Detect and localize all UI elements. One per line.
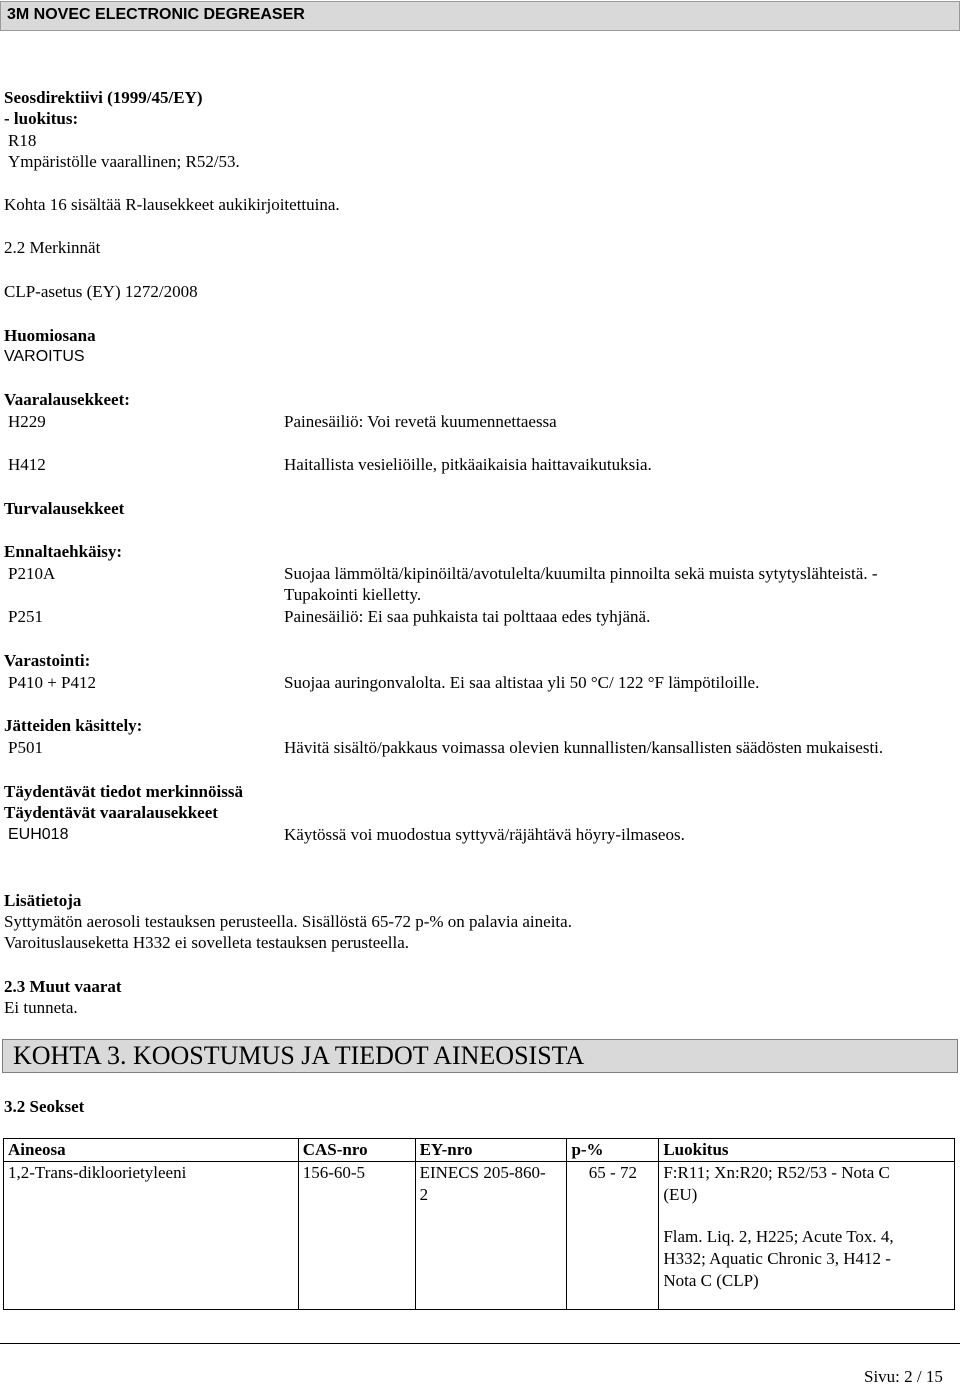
page-number: Sivu: 2 / 15 <box>864 1367 943 1386</box>
column-header: p-% <box>567 1139 659 1162</box>
section3-header <box>2 1039 958 1073</box>
precaution-text: Painesäiliö: Ei saa puhkaista tai polttaaa edes tyhjänä. <box>284 607 651 626</box>
cell-ec-line: EINECS 205-860- <box>419 1163 546 1182</box>
precaution-text: Suojaa lämmöltä/kipinöiltä/avotulelta/kuumilta pinnoilta sekä muista sytytyslähteistä. - <box>284 564 878 583</box>
column-header: Luokitus <box>659 1139 955 1162</box>
signal-word-label: Huomiosana <box>4 326 96 345</box>
storage-label: Varastointi: <box>4 651 91 670</box>
classification-line: F:R11; Xn:R20; R52/53 - Nota C <box>663 1163 890 1182</box>
seos-title-line2: - luokitus: <box>4 109 79 128</box>
cell-percent: 65 - 72 <box>567 1162 659 1310</box>
signal-word-value: VAROITUS <box>4 348 85 365</box>
precaution-code: P410 + P412 <box>8 673 96 692</box>
precaution-text: Hävitä sisältö/pakkaus voimassa olevien kunnallisten/kansallisten säädösten mukaisesti. <box>284 738 884 757</box>
cell-classification <box>659 1162 955 1310</box>
cell-cas: 156-60-5 <box>298 1162 415 1310</box>
note-section16: Kohta 16 sisältää R-lausekkeet aukikirjoitettuina. <box>4 195 340 214</box>
mixtures-heading: 3.2 Seokset <box>4 1097 85 1116</box>
document-header-bar <box>0 1 960 31</box>
prevention-label: Ennaltaehkäisy: <box>4 542 123 561</box>
supplementary-text: Käytössä voi muodostua syttyvä/räjähtävä höyry-ilmaseos. <box>284 825 685 844</box>
column-header: EY-nro <box>415 1139 567 1162</box>
cell-ec <box>415 1162 567 1310</box>
section3-title: KOHTA 3. KOOSTUMUS JA TIEDOT AINEOSISTA <box>13 1041 585 1070</box>
column-header: CAS-nro <box>298 1139 415 1162</box>
precaution-text: Suojaa auringonvalolta. Ei saa altistaa yli 50 °C/ 122 °F lämpötiloille. <box>284 673 760 692</box>
precaution-code: P251 <box>8 607 43 626</box>
seos-r-code: R18 <box>8 131 37 150</box>
classification-line: Nota C (CLP) <box>663 1271 759 1290</box>
precaution-code: P501 <box>8 738 43 757</box>
hazard-code: H412 <box>8 455 46 474</box>
lisatietoja-title: Lisätietoja <box>4 891 82 910</box>
classification-line: Flam. Liq. 2, H225; Acute Tox. 4, <box>663 1227 894 1246</box>
precaution-code: P210A <box>8 564 56 583</box>
other-hazards-text: Ei tunneta. <box>4 998 78 1017</box>
hazard-text: Haitallista vesieliöille, pitkäaikaisia haittavaikutuksia. <box>284 455 652 474</box>
table-header-row <box>4 1139 955 1162</box>
hazard-code: H229 <box>8 412 46 431</box>
seos-title-line1: Seosdirektiivi (1999/45/EY) <box>4 88 203 107</box>
supplementary-hazard-title: Täydentävät vaaralausekkeet <box>4 803 218 822</box>
clp-heading: CLP-asetus (EY) 1272/2008 <box>4 282 198 301</box>
hazard-label: Vaaralausekkeet: <box>4 390 130 409</box>
classification-line: (EU) <box>663 1185 698 1204</box>
disposal-label: Jätteiden käsittely: <box>4 716 143 735</box>
lisatietoja-line: Syttymätön aerosoli testauksen perusteella. Sisällöstä 65-72 p-% on palavia aineita. <box>4 912 572 931</box>
footer-divider <box>0 1343 960 1344</box>
merkinnat-heading: 2.2 Merkinnät <box>4 238 101 257</box>
table-row <box>4 1162 955 1310</box>
cell-ec-line: 2 <box>419 1185 429 1204</box>
hazard-text: Painesäiliö: Voi revetä kuumennettaessa <box>284 412 557 431</box>
document-title: 3M NOVEC ELECTRONIC DEGREASER <box>7 6 305 23</box>
supplementary-title: Täydentävät tiedot merkinnöissä <box>4 782 243 801</box>
precaution-title: Turvalausekkeet <box>4 499 125 518</box>
composition-table <box>3 1138 955 1310</box>
precaution-text: Tupakointi kielletty. <box>284 585 422 604</box>
classification-line: H332; Aquatic Chronic 3, H412 - <box>663 1249 891 1268</box>
other-hazards-title: 2.3 Muut vaarat <box>4 977 122 996</box>
supplementary-code: EUH018 <box>8 826 69 843</box>
column-header: Aineosa <box>4 1139 299 1162</box>
seos-env: Ympäristölle vaarallinen; R52/53. <box>8 152 240 171</box>
cell-ingredient: 1,2-Trans-dikloorietyleeni <box>4 1162 299 1310</box>
lisatietoja-line: Varoituslauseketta H332 ei sovelleta testauksen perusteella. <box>4 933 410 952</box>
